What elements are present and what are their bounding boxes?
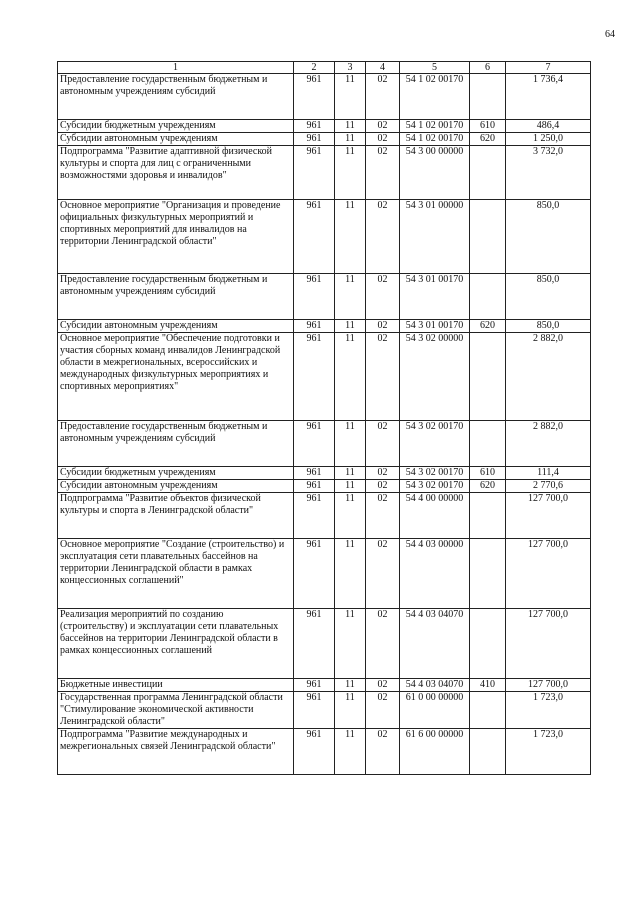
- cell-name: Субсидии автономным учреждениям: [58, 320, 294, 333]
- cell-grbs: 961: [294, 333, 335, 421]
- cell-subsection: 02: [366, 467, 400, 480]
- cell-subsection: 02: [366, 320, 400, 333]
- cell-grbs: 961: [294, 493, 335, 539]
- table-row: [58, 333, 591, 421]
- cell-expense-type: 610: [470, 120, 506, 133]
- cell-amount: 111,4: [506, 467, 591, 480]
- cell-subsection: 02: [366, 679, 400, 692]
- cell-grbs: 961: [294, 200, 335, 274]
- cell-subsection: 02: [366, 274, 400, 320]
- cell-expense-type: [470, 146, 506, 200]
- cell-name: Основное мероприятие "Создание (строительство) и эксплуатация сети плавательных бассейнов на территории Ленинградской области в рамках концессионных соглашений": [58, 539, 294, 609]
- cell-section: 11: [335, 133, 366, 146]
- cell-grbs: 961: [294, 74, 335, 120]
- cell-amount: 127 700,0: [506, 539, 591, 609]
- cell-subsection: 02: [366, 729, 400, 775]
- table-row: [58, 729, 591, 775]
- cell-amount: 2 882,0: [506, 333, 591, 421]
- cell-amount: 2 882,0: [506, 421, 591, 467]
- cell-expense-type: 610: [470, 467, 506, 480]
- cell-amount: 1 723,0: [506, 729, 591, 775]
- table-row: [58, 133, 591, 146]
- cell-expense-type: [470, 493, 506, 539]
- cell-amount: 1 250,0: [506, 133, 591, 146]
- cell-expense-type: [470, 74, 506, 120]
- cell-subsection: 02: [366, 480, 400, 493]
- cell-section: 11: [335, 421, 366, 467]
- cell-name: Предоставление государственным бюджетным и автономным учреждениям субсидий: [58, 421, 294, 467]
- cell-expense-type: [470, 200, 506, 274]
- cell-subsection: 02: [366, 74, 400, 120]
- cell-target-article: 54 3 02 00170: [400, 467, 470, 480]
- cell-target-article: 54 4 03 00000: [400, 539, 470, 609]
- cell-section: 11: [335, 480, 366, 493]
- cell-amount: 127 700,0: [506, 679, 591, 692]
- cell-amount: 850,0: [506, 200, 591, 274]
- table-row: [58, 320, 591, 333]
- cell-target-article: 54 3 02 00170: [400, 480, 470, 493]
- cell-expense-type: 620: [470, 320, 506, 333]
- cell-amount: 3 732,0: [506, 146, 591, 200]
- cell-subsection: 02: [366, 200, 400, 274]
- cell-name: Реализация мероприятий по созданию (строительству) и эксплуатации сети плавательных бассейнов на территории Ленинградской области в рамках концессионных соглашений: [58, 609, 294, 679]
- cell-subsection: 02: [366, 120, 400, 133]
- table-row: [58, 679, 591, 692]
- table-row: [58, 146, 591, 200]
- cell-name: Подпрограмма "Развитие объектов физической культуры и спорта в Ленинградской области": [58, 493, 294, 539]
- cell-target-article: 54 1 02 00170: [400, 74, 470, 120]
- cell-amount: 486,4: [506, 120, 591, 133]
- cell-amount: 850,0: [506, 320, 591, 333]
- cell-section: 11: [335, 120, 366, 133]
- cell-name: Предоставление государственным бюджетным и автономным учреждениям субсидий: [58, 74, 294, 120]
- cell-grbs: 961: [294, 133, 335, 146]
- cell-amount: 127 700,0: [506, 493, 591, 539]
- cell-target-article: 54 1 02 00170: [400, 120, 470, 133]
- cell-name: Основное мероприятие "Организация и проведение официальных физкультурных мероприятий и спортивных мероприятий для инвалидов на территории Ленинградской области": [58, 200, 294, 274]
- cell-expense-type: [470, 609, 506, 679]
- cell-amount: 127 700,0: [506, 609, 591, 679]
- cell-grbs: 961: [294, 609, 335, 679]
- cell-name: Подпрограмма "Развитие международных и межрегиональных связей Ленинградской области": [58, 729, 294, 775]
- cell-name: Бюджетные инвестиции: [58, 679, 294, 692]
- cell-name: Предоставление государственным бюджетным и автономным учреждениям субсидий: [58, 274, 294, 320]
- cell-subsection: 02: [366, 692, 400, 729]
- cell-target-article: 54 4 03 04070: [400, 609, 470, 679]
- column-header: 7: [506, 62, 591, 74]
- table-row: [58, 539, 591, 609]
- cell-section: 11: [335, 467, 366, 480]
- cell-name: Субсидии бюджетным учреждениям: [58, 120, 294, 133]
- cell-grbs: 961: [294, 120, 335, 133]
- cell-grbs: 961: [294, 320, 335, 333]
- cell-target-article: 54 3 00 00000: [400, 146, 470, 200]
- cell-name: Государственная программа Ленинградской области "Стимулирование экономической активности Ленинградской области": [58, 692, 294, 729]
- column-header: 1: [58, 62, 294, 74]
- cell-subsection: 02: [366, 539, 400, 609]
- cell-expense-type: [470, 274, 506, 320]
- table-row: [58, 480, 591, 493]
- cell-target-article: 54 3 01 00000: [400, 200, 470, 274]
- cell-amount: 2 770,6: [506, 480, 591, 493]
- cell-expense-type: 620: [470, 133, 506, 146]
- column-header: 5: [400, 62, 470, 74]
- cell-section: 11: [335, 692, 366, 729]
- cell-subsection: 02: [366, 133, 400, 146]
- cell-section: 11: [335, 200, 366, 274]
- cell-target-article: 54 3 02 00170: [400, 421, 470, 467]
- cell-grbs: 961: [294, 274, 335, 320]
- cell-target-article: 61 6 00 00000: [400, 729, 470, 775]
- cell-expense-type: 620: [470, 480, 506, 493]
- cell-target-article: 54 1 02 00170: [400, 133, 470, 146]
- table-row: [58, 74, 591, 120]
- cell-name: Субсидии автономным учреждениям: [58, 480, 294, 493]
- cell-section: 11: [335, 74, 366, 120]
- table-row: [58, 493, 591, 539]
- cell-section: 11: [335, 333, 366, 421]
- header-row: [58, 62, 591, 74]
- cell-section: 11: [335, 146, 366, 200]
- cell-grbs: 961: [294, 679, 335, 692]
- cell-subsection: 02: [366, 609, 400, 679]
- cell-expense-type: [470, 729, 506, 775]
- cell-amount: 850,0: [506, 274, 591, 320]
- budget-table: [57, 61, 591, 775]
- cell-expense-type: [470, 692, 506, 729]
- cell-name: Субсидии бюджетным учреждениям: [58, 467, 294, 480]
- cell-name: Подпрограмма "Развитие адаптивной физической культуры и спорта для лиц с ограниченными возможностями здоровья и инвалидов": [58, 146, 294, 200]
- cell-grbs: 961: [294, 539, 335, 609]
- cell-amount: 1 723,0: [506, 692, 591, 729]
- cell-section: 11: [335, 729, 366, 775]
- table-row: [58, 274, 591, 320]
- cell-target-article: 54 3 01 00170: [400, 274, 470, 320]
- table-row: [58, 120, 591, 133]
- cell-subsection: 02: [366, 493, 400, 539]
- cell-grbs: 961: [294, 729, 335, 775]
- table-row: [58, 692, 591, 729]
- cell-target-article: 54 4 03 04070: [400, 679, 470, 692]
- cell-section: 11: [335, 274, 366, 320]
- cell-subsection: 02: [366, 421, 400, 467]
- cell-section: 11: [335, 609, 366, 679]
- cell-target-article: 54 3 02 00000: [400, 333, 470, 421]
- cell-section: 11: [335, 539, 366, 609]
- cell-name: Основное мероприятие "Обеспечение подготовки и участия сборных команд инвалидов Ленинградской области в межрегиональных, всероссийских и международных физкультурных мероприятиях и спортивных мероприятиях": [58, 333, 294, 421]
- cell-expense-type: 410: [470, 679, 506, 692]
- page-number: 64: [605, 29, 615, 40]
- cell-expense-type: [470, 539, 506, 609]
- cell-section: 11: [335, 320, 366, 333]
- table-row: [58, 467, 591, 480]
- cell-subsection: 02: [366, 333, 400, 421]
- cell-section: 11: [335, 493, 366, 539]
- cell-grbs: 961: [294, 467, 335, 480]
- cell-expense-type: [470, 333, 506, 421]
- column-header: 2: [294, 62, 335, 74]
- cell-grbs: 961: [294, 480, 335, 493]
- table-row: [58, 421, 591, 467]
- cell-grbs: 961: [294, 692, 335, 729]
- column-header: 4: [366, 62, 400, 74]
- cell-grbs: 961: [294, 146, 335, 200]
- cell-section: 11: [335, 679, 366, 692]
- cell-subsection: 02: [366, 146, 400, 200]
- cell-target-article: 54 4 00 00000: [400, 493, 470, 539]
- cell-amount: 1 736,4: [506, 74, 591, 120]
- cell-target-article: 61 0 00 00000: [400, 692, 470, 729]
- cell-target-article: 54 3 01 00170: [400, 320, 470, 333]
- cell-expense-type: [470, 421, 506, 467]
- cell-grbs: 961: [294, 421, 335, 467]
- column-header: 6: [470, 62, 506, 74]
- cell-name: Субсидии автономным учреждениям: [58, 133, 294, 146]
- table-row: [58, 200, 591, 274]
- table-row: [58, 609, 591, 679]
- column-header: 3: [335, 62, 366, 74]
